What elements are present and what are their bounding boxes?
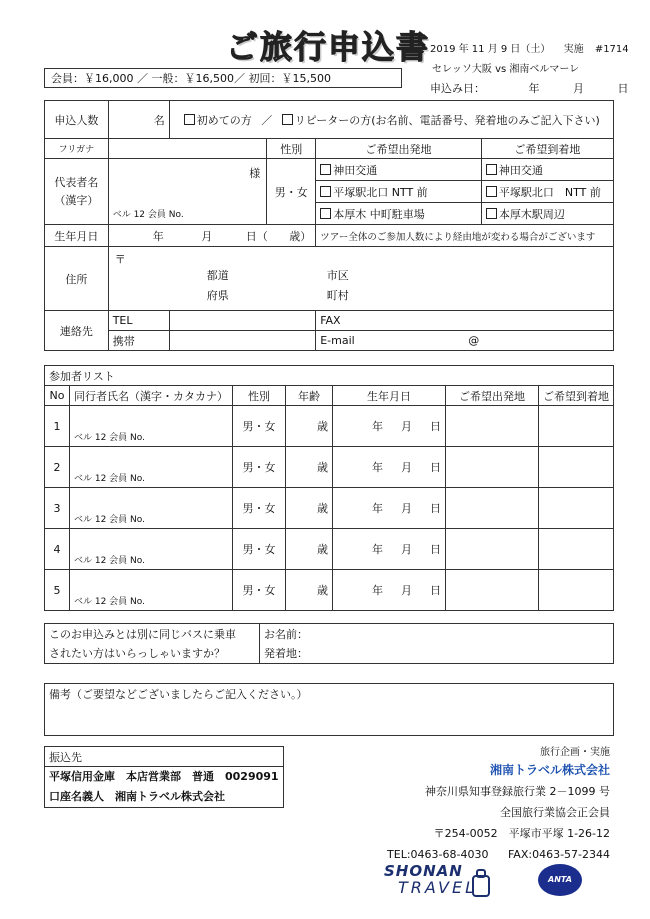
month-label: 月: [401, 543, 412, 556]
day-label: 日: [430, 502, 441, 515]
age-input[interactable]: 歳: [286, 529, 333, 570]
email-at: @: [468, 334, 480, 347]
departure-option-2[interactable]: [316, 181, 482, 203]
repeater-label: リピーターの方(お名前、電話番号、発着地のみご記入下さい): [294, 113, 600, 127]
arrival-label-3: 本厚木駅周辺: [498, 207, 565, 221]
postal-mark: 〒: [114, 253, 126, 266]
email-label: E-mail: [320, 334, 355, 347]
member-no-label: ベル 12 会員 No.: [74, 515, 145, 525]
participants-table: [44, 365, 614, 611]
member-no-label: ベル 12 会員 No.: [74, 597, 145, 607]
birthdate-input[interactable]: [333, 406, 446, 447]
anta-badge-icon: [538, 864, 582, 896]
event-date: 2019 年 11 月 9 日（土）: [430, 44, 551, 55]
transfer-table: [44, 746, 284, 808]
badge-text: ANTA: [548, 875, 572, 884]
companion-name-input[interactable]: [70, 447, 233, 488]
birth-label: 生年月日: [45, 225, 109, 247]
birthdate-input[interactable]: [333, 447, 446, 488]
departure-checkbox-3[interactable]: [320, 208, 331, 219]
same-bus-place-input[interactable]: [260, 644, 614, 664]
companion-name-input[interactable]: [70, 406, 233, 447]
year-label: 年: [372, 543, 383, 556]
age-input[interactable]: 歳: [286, 570, 333, 611]
departure-option-1[interactable]: [316, 159, 482, 181]
contact-label: 連絡先: [45, 311, 109, 351]
col-gender: 性別: [233, 386, 286, 406]
applicants-label: 申込人数: [45, 101, 109, 139]
col-arrival: ご希望到着地: [539, 386, 614, 406]
arrival-input[interactable]: [539, 447, 614, 488]
gender-choice[interactable]: 男・女: [233, 488, 286, 529]
day-label: 日: [430, 420, 441, 433]
month-label: 月: [401, 461, 412, 474]
same-bus-place-label: 発着地：: [264, 647, 308, 661]
city-line1: 市区: [326, 269, 349, 282]
route-note: ツアー全体のご参加人数により経由地が変わる場合がございます: [316, 225, 614, 247]
address-label: 住所: [45, 247, 109, 311]
gender-choice[interactable]: 男・女: [233, 406, 286, 447]
event-number: #1714: [594, 44, 629, 55]
row-no: 2: [45, 447, 70, 488]
event-match: セレッソ大阪 vs 湘南ベルマーレ: [432, 64, 580, 75]
furigana-input[interactable]: [108, 139, 267, 159]
departure-option-3[interactable]: [316, 203, 482, 225]
day-label: 日: [430, 584, 441, 597]
departure-label-1: 神田交通: [333, 163, 378, 177]
col-departure: ご希望出発地: [446, 386, 539, 406]
city-line2: 町村: [326, 289, 349, 302]
company-tel: TEL:0463-68-4030: [387, 848, 489, 861]
same-bus-table: [44, 623, 614, 664]
birthdate-input[interactable]: [333, 570, 446, 611]
companion-name-input[interactable]: [70, 488, 233, 529]
tel-input[interactable]: [169, 311, 316, 331]
rep-sama: 様: [249, 167, 261, 180]
member-no-label: ベル 12 会員 No.: [74, 556, 145, 566]
birth-year: 年: [152, 229, 164, 243]
arrival-checkbox-2[interactable]: [486, 186, 497, 197]
gender-choice[interactable]: 男・女: [233, 529, 286, 570]
arrival-option-3[interactable]: [481, 203, 613, 225]
furigana-label: フリガナ: [45, 139, 109, 159]
email-input[interactable]: [316, 331, 614, 351]
row-no: 4: [45, 529, 70, 570]
table-row: [45, 529, 614, 570]
apply-date-day: 日: [617, 82, 629, 95]
same-bus-name-input[interactable]: [260, 624, 614, 644]
member-no-label: ベル 12 会員 No.: [74, 433, 145, 443]
birth-input[interactable]: [108, 225, 316, 247]
departure-input[interactable]: [446, 488, 539, 529]
age-input[interactable]: 歳: [286, 488, 333, 529]
tel-label: TEL: [108, 311, 169, 331]
first-time-label: 初めての方: [196, 113, 252, 127]
arrival-input[interactable]: [539, 529, 614, 570]
month-label: 月: [401, 584, 412, 597]
transfer-holder: 口座名義人 湘南トラベル株式会社: [49, 790, 225, 803]
company-address: 〒254-0052 平塚市平塚 1-26-12: [433, 827, 610, 840]
companion-name-input[interactable]: [70, 529, 233, 570]
day-label: 日: [430, 461, 441, 474]
departure-header: ご希望出発地: [316, 139, 482, 159]
arrival-header: ご希望到着地: [481, 139, 613, 159]
departure-label-3: 本厚木 中町駐車場: [333, 207, 425, 221]
fax-label: FAX: [320, 314, 341, 327]
arrival-input[interactable]: [539, 406, 614, 447]
logo-text-shonan: SHONAN: [384, 862, 463, 880]
gender-choice[interactable]: 男・女: [233, 570, 286, 611]
form-title: ご旅行申込書: [226, 28, 431, 66]
transfer-bank: 平塚信用金庫 本店営業部 普通 0029091: [49, 770, 279, 783]
departure-checkbox-2[interactable]: [320, 186, 331, 197]
table-row: [45, 570, 614, 611]
first-time-checkbox[interactable]: [184, 114, 195, 125]
birth-month: 月: [201, 229, 213, 243]
arrival-label-1: 神田交通: [498, 163, 543, 177]
departure-input[interactable]: [446, 447, 539, 488]
transfer-label: 振込先: [45, 747, 284, 767]
birthdate-input[interactable]: [333, 529, 446, 570]
todofuken-line1: 都道: [206, 269, 229, 282]
companion-name-input[interactable]: [70, 570, 233, 611]
col-birthdate: 生年月日: [333, 386, 446, 406]
arrival-input[interactable]: [539, 570, 614, 611]
gender-header: 性別: [267, 139, 316, 159]
company-association: 全国旅行業協会正会員: [500, 806, 610, 819]
apply-date-label: 申込み日：: [430, 82, 485, 95]
row-no: 3: [45, 488, 70, 529]
apply-date-year: 年: [528, 82, 540, 95]
member-no-label: ベル 12 会員 No.: [74, 474, 145, 484]
address-input[interactable]: [108, 247, 613, 311]
col-no: No: [45, 386, 70, 406]
arrival-option-2[interactable]: [481, 181, 613, 203]
birth-day: 日（: [245, 229, 268, 243]
apply-date: [430, 80, 629, 96]
rep-name-sub: （漢字）: [54, 193, 99, 207]
participants-section-label: 参加者リスト: [45, 366, 614, 386]
event-implementation: 実施: [563, 44, 584, 55]
price-box: [44, 68, 402, 88]
age-input[interactable]: 歳: [286, 406, 333, 447]
rep-member-no: ベル 12 会員 No.: [112, 210, 184, 220]
logo-text-travel: TRAVEL: [398, 878, 478, 897]
arrival-checkbox-1[interactable]: [486, 164, 497, 175]
month-label: 月: [401, 502, 412, 515]
age-input[interactable]: 歳: [286, 447, 333, 488]
company-role: 旅行企画・実施: [540, 747, 610, 758]
birthdate-input[interactable]: [333, 488, 446, 529]
price-text: 会員：￥16,000 ／ 一般：￥16,500／ 初回：￥15,500: [51, 72, 331, 85]
arrival-label-2: 平塚駅北口 NTT 前: [498, 185, 601, 199]
company-info: [387, 746, 610, 865]
rep-name-input[interactable]: [108, 159, 267, 225]
departure-label-2: 平塚駅北口 NTT 前: [333, 185, 428, 199]
departure-checkbox-1[interactable]: [320, 164, 331, 175]
apply-date-month: 月: [573, 82, 584, 95]
remarks-box[interactable]: [44, 683, 614, 736]
same-bus-question-1: このお申込みとは別に同じバスに乗車: [45, 624, 260, 644]
company-license: 神奈川県知事登録旅行業 2－1099 号: [425, 785, 610, 798]
applicants-unit[interactable]: [108, 101, 169, 139]
company-fax: FAX:0463-57-2344: [507, 848, 610, 861]
rep-gender[interactable]: 男・女: [267, 159, 316, 225]
table-row: [45, 447, 614, 488]
mobile-label: 携帯: [108, 331, 169, 351]
remarks-label: 備考（ご要望などございましたらご記入ください。）: [49, 688, 308, 701]
departure-input[interactable]: [446, 406, 539, 447]
rep-name-label-text: 代表者名: [54, 175, 99, 189]
gender-choice[interactable]: 男・女: [233, 447, 286, 488]
fax-input[interactable]: [316, 311, 614, 331]
suitcase-icon: [470, 868, 492, 898]
transfer-details: [45, 767, 284, 808]
arrival-option-1[interactable]: [481, 159, 613, 181]
day-label: 日: [430, 543, 441, 556]
applicant-type: [169, 101, 613, 139]
mobile-input[interactable]: [169, 331, 316, 351]
same-bus-question-2: されたい方はいらっしゃいますか？: [45, 644, 260, 664]
year-label: 年: [372, 584, 383, 597]
year-label: 年: [372, 461, 383, 474]
shonan-travel-logo: [384, 862, 502, 908]
applicants-unit-text: 名: [153, 113, 165, 127]
departure-input[interactable]: [446, 529, 539, 570]
col-age: 年齢: [286, 386, 333, 406]
repeater-checkbox[interactable]: [282, 114, 293, 125]
event-info: [430, 40, 629, 55]
company-name: 湘南トラベル株式会社: [489, 763, 610, 777]
table-row: [45, 406, 614, 447]
row-no: 5: [45, 570, 70, 611]
arrival-checkbox-3[interactable]: [486, 208, 497, 219]
birth-age: 歳）: [289, 229, 312, 243]
table-row: [45, 488, 614, 529]
applicant-table: [44, 100, 614, 351]
year-label: 年: [372, 420, 383, 433]
month-label: 月: [401, 420, 412, 433]
year-label: 年: [372, 502, 383, 515]
todofuken-line2: 府県: [206, 289, 229, 302]
col-companion-name: 同行者氏名（漢字・カタカナ）: [70, 386, 233, 406]
row-no: 1: [45, 406, 70, 447]
applicant-slash: ／: [261, 113, 273, 127]
arrival-input[interactable]: [539, 488, 614, 529]
rep-name-label: [45, 159, 109, 225]
departure-input[interactable]: [446, 570, 539, 611]
same-bus-name-label: お名前：: [264, 627, 308, 641]
